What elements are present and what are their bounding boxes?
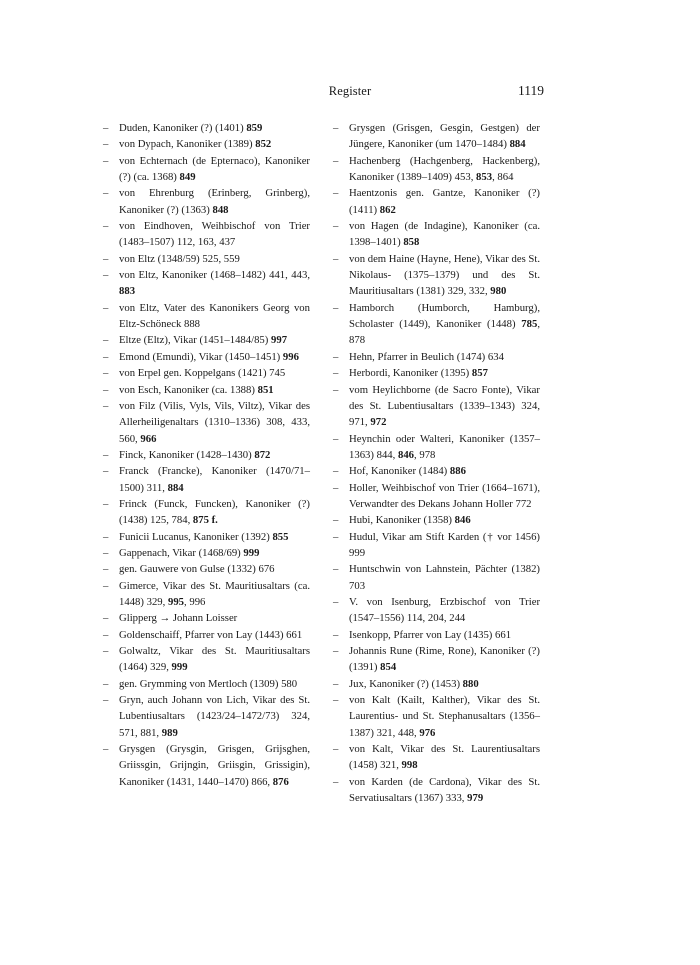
entry-text: gen. Gauwere von Gulse (1332) 676 bbox=[119, 563, 275, 576]
entry-text: von Erpel gen. Koppelgans (1421) 745 bbox=[119, 367, 286, 380]
register-entry bbox=[103, 300, 310, 333]
entry-dash: – bbox=[103, 645, 109, 657]
entry-text: Hachenberg (Hachgenberg, Hackenberg), Kanoniker (1389–1409) 453, bbox=[349, 154, 540, 184]
entry-text: von Kalt, Vikar des St. Laurentiusaltars (1458) 321, bbox=[349, 743, 540, 772]
register-entry bbox=[333, 676, 540, 692]
entry-main-reference: 875 f. bbox=[192, 514, 218, 527]
entry-text: Isenkopp, Pfarrer von Lay (1435) 661 bbox=[349, 628, 512, 641]
entry-dash: – bbox=[333, 383, 339, 396]
register-entry bbox=[333, 741, 540, 774]
left-column bbox=[103, 120, 310, 790]
entry-text: Goldenschaiff, Pfarrer von Lay (1443) 661 bbox=[119, 628, 303, 641]
entry-dash: – bbox=[103, 301, 109, 314]
register-entry bbox=[333, 692, 540, 741]
register-entry bbox=[103, 365, 310, 381]
entry-text: von dem Haine (Hayne, Hene), Vikar des St. Nikolaus- (1375–1379) und des St. Mauritiusaltars (1381) 329, 332, bbox=[349, 252, 540, 298]
entry-main-reference: 886 bbox=[449, 465, 466, 478]
entry-main-reference: 854 bbox=[380, 661, 397, 674]
entry-text: von Eindhoven, Weihbischof von Trier (1483–1507) 112, 163, 437 bbox=[119, 220, 310, 249]
entry-text: Gappenach, Vikar (1468/69) bbox=[119, 546, 241, 559]
entry-text: Hamborch (Humborch, Hamburg), Scholaster (1449), Kanoniker (1448) bbox=[349, 301, 540, 331]
entry-dash: – bbox=[333, 775, 339, 788]
register-entry bbox=[103, 529, 310, 545]
register-entry bbox=[333, 431, 540, 464]
register-entry bbox=[333, 300, 540, 349]
entry-text: Huntschwin von Lahnstein, Pächter (1382) 703 bbox=[349, 563, 540, 592]
entry-dash: – bbox=[333, 677, 339, 690]
entry-text: von Kalt (Kailt, Kalther), Vikar des St. Laurentius- und St. Stephanusaltars (1356–1387) 321, 448, bbox=[349, 694, 540, 739]
entry-dash: – bbox=[333, 595, 339, 608]
register-entry bbox=[103, 382, 310, 398]
entry-text: von Esch, Kanoniker (ca. 1388) bbox=[119, 383, 255, 396]
entry-text: Johannis Rune (Rime, Rone), Kanoniker (?) (1391) bbox=[349, 645, 540, 674]
register-entry bbox=[103, 349, 310, 365]
register-entry bbox=[103, 643, 310, 676]
entry-dash: – bbox=[103, 448, 109, 461]
entry-main-reference: 872 bbox=[254, 448, 271, 461]
entry-main-reference: 852 bbox=[255, 138, 272, 151]
entry-dash: – bbox=[333, 481, 339, 494]
entry-text: Holler, Weihbischof von Trier (1664–1671), Verwandter des Dekans Johann Holler 772 bbox=[349, 481, 540, 510]
entry-dash: – bbox=[103, 350, 109, 363]
entry-dash: – bbox=[103, 628, 109, 641]
entry-text: von Filz (Vilis, Vyls, Vils, Viltz), Vikar des Allerheiligenaltars (1310–1336) 308, 433, 560, bbox=[119, 399, 310, 445]
entry-extra-reference: , 996 bbox=[184, 595, 206, 608]
register-entry bbox=[103, 741, 310, 790]
entry-text: Duden, Kanoniker (?) (1401) bbox=[119, 122, 244, 134]
register-entry bbox=[103, 153, 310, 186]
entry-dash: – bbox=[103, 220, 109, 233]
entry-main-reference: 976 bbox=[419, 726, 436, 739]
entry-text: Eltze (Eltz), Vikar (1451–1484/85) bbox=[119, 334, 269, 347]
entry-text: Hubi, Kanoniker (1358) bbox=[349, 514, 452, 527]
entry-text: von Ehrenburg (Erinberg, Grinberg), Kanoniker (?) (1363) bbox=[119, 187, 310, 216]
entry-dash: – bbox=[333, 187, 339, 200]
entry-dash: – bbox=[103, 269, 109, 282]
entry-dash: – bbox=[103, 252, 109, 265]
entry-dash: – bbox=[333, 432, 339, 445]
register-entry bbox=[333, 561, 540, 594]
entry-main-reference: 999 bbox=[243, 546, 260, 559]
entry-text: Hehn, Pfarrer in Beulich (1474) 634 bbox=[349, 350, 504, 363]
entry-main-reference: 966 bbox=[140, 432, 157, 445]
entry-dash: – bbox=[103, 334, 109, 347]
register-entry bbox=[333, 153, 540, 186]
register-entry bbox=[103, 447, 310, 463]
entry-main-reference: 858 bbox=[403, 236, 420, 249]
entry-extra-reference: , 864 bbox=[492, 171, 514, 184]
entry-main-reference: 997 bbox=[271, 334, 288, 347]
entry-main-reference: 999 bbox=[171, 661, 188, 674]
register-entry bbox=[333, 382, 540, 431]
entry-main-reference: 849 bbox=[179, 171, 196, 184]
entry-dash: – bbox=[103, 367, 109, 380]
register-entry bbox=[333, 251, 540, 300]
entry-main-reference: 859 bbox=[246, 122, 263, 134]
register-entry bbox=[103, 267, 310, 300]
entry-text: Gryn, auch Johann von Lich, Vikar des St. Lubentiusaltars (1423/24–1472/73) 324, 571, 881, bbox=[119, 694, 310, 739]
register-entry bbox=[333, 218, 540, 251]
entry-text: V. von Isenburg, Erzbischof von Trier (1547–1556) 114, 204, 244 bbox=[349, 595, 540, 625]
entry-text: von Eltz (1348/59) 525, 559 bbox=[119, 252, 240, 265]
entry-text: von Dypach, Kanoniker (1389) bbox=[119, 138, 253, 151]
register-entry bbox=[333, 512, 540, 528]
entry-dash: – bbox=[333, 514, 339, 527]
entry-dash: – bbox=[333, 220, 339, 233]
register-entry bbox=[333, 529, 540, 562]
entry-extra-reference: , 878 bbox=[349, 318, 540, 347]
entry-dash: – bbox=[103, 138, 109, 151]
entry-main-reference: 989 bbox=[161, 726, 178, 739]
register-entry bbox=[333, 627, 540, 643]
entry-dash: – bbox=[333, 628, 339, 641]
entry-dash: – bbox=[333, 530, 339, 543]
register-entry bbox=[333, 463, 540, 479]
entry-dash: – bbox=[103, 122, 109, 134]
entry-text: von Echternach (de Epternaco), Kanoniker (?) (ca. 1368) bbox=[119, 154, 310, 184]
register-entry bbox=[333, 185, 540, 218]
register-entry bbox=[333, 365, 540, 381]
register-entry bbox=[103, 496, 310, 529]
entry-text: Frinck (Funck, Funcken), Kanoniker (?) (1438) 125, 784, bbox=[119, 497, 310, 527]
register-entry bbox=[333, 120, 540, 153]
running-title: Register bbox=[328, 84, 372, 98]
entry-dash: – bbox=[333, 465, 339, 478]
register-entry bbox=[333, 774, 540, 807]
entry-text: vom Heylichborne (de Sacro Fonte), Vikar des St. Lubentiusaltars (1339–1343) 324, 971, bbox=[349, 383, 540, 429]
entry-text: Hudul, Vikar am Stift Karden († vor 1456) 999 bbox=[349, 530, 540, 559]
entry-text: Gimerce, Vikar des St. Mauritiusaltars (ca. 1448) 329, bbox=[119, 579, 310, 608]
entry-extra-reference: , 978 bbox=[414, 448, 436, 461]
register-entry bbox=[333, 643, 540, 676]
entry-main-reference: 853 bbox=[476, 171, 493, 184]
entry-dash: – bbox=[103, 497, 109, 510]
entry-main-reference: 884 bbox=[167, 481, 184, 494]
entry-dash: – bbox=[333, 743, 339, 756]
entry-dash: – bbox=[333, 154, 339, 167]
register-entry bbox=[103, 545, 310, 561]
register-entry bbox=[333, 594, 540, 627]
register-entry bbox=[103, 218, 310, 251]
entry-main-reference: 883 bbox=[119, 285, 136, 298]
entry-dash: – bbox=[103, 677, 109, 690]
entry-text: von Eltz, Kanoniker (1468–1482) 441, 443, bbox=[119, 269, 310, 282]
entry-dash: – bbox=[333, 350, 339, 363]
entry-text: Funicii Lucanus, Kanoniker (1392) bbox=[119, 530, 270, 543]
entry-dash: – bbox=[103, 530, 109, 543]
entry-main-reference: 851 bbox=[257, 383, 274, 396]
entry-dash: – bbox=[333, 563, 339, 576]
register-entry bbox=[103, 610, 310, 626]
entry-text: von Hagen (de Indagine), Kanoniker (ca. 1398–1401) bbox=[349, 220, 540, 249]
entry-dash: – bbox=[103, 465, 109, 478]
entry-text: Grysgen (Grysgin, Grisgen, Grijsghen, Griissgin, Grijngin, Griisgin, Grissigin), Kanoniker (1431, 1440–1470) 866, bbox=[119, 743, 310, 788]
entry-dash: – bbox=[103, 743, 109, 756]
entry-text: Golwaltz, Vikar des St. Mauritiusaltars (1464) 329, bbox=[119, 645, 310, 674]
entry-text: Jux, Kanoniker (?) (1453) bbox=[349, 677, 460, 690]
entry-text: Emond (Emundi), Vikar (1450–1451) bbox=[119, 350, 281, 363]
register-entry bbox=[103, 463, 310, 496]
entry-main-reference: 876 bbox=[272, 775, 289, 788]
entry-text: Heynchin oder Walteri, Kanoniker (1357–1363) 844, bbox=[349, 432, 540, 461]
entry-main-reference: 979 bbox=[467, 792, 484, 805]
register-entry bbox=[103, 627, 310, 643]
entry-dash: – bbox=[333, 301, 339, 314]
entry-main-reference: 848 bbox=[212, 203, 229, 216]
entry-dash: – bbox=[103, 399, 109, 412]
entry-dash: – bbox=[333, 645, 339, 657]
entry-main-reference: 862 bbox=[379, 203, 396, 216]
entry-main-reference: 972 bbox=[370, 416, 387, 429]
entry-dash: – bbox=[103, 579, 109, 592]
entry-main-reference: 857 bbox=[471, 367, 488, 380]
entry-dash: – bbox=[333, 367, 339, 380]
entry-dash: – bbox=[333, 694, 339, 707]
entry-dash: – bbox=[103, 154, 109, 167]
entry-main-reference: 846 bbox=[454, 514, 471, 527]
entry-text: Finck, Kanoniker (1428–1430) bbox=[119, 448, 252, 461]
entry-dash: – bbox=[333, 252, 339, 265]
entry-text: Haentzonis gen. Gantze, Kanoniker (?) (1411) bbox=[349, 187, 540, 216]
entry-main-reference: 980 bbox=[490, 285, 507, 298]
entry-dash: – bbox=[103, 694, 109, 707]
register-entry bbox=[103, 185, 310, 218]
entry-text: Grysgen (Grisgen, Gesgin, Gestgen) der Jüngere, Kanoniker (um 1470–1484) bbox=[349, 122, 540, 151]
entry-main-reference: 855 bbox=[272, 530, 289, 543]
entry-text: Franck (Francke), Kanoniker (1470/71–1500) 311, bbox=[119, 465, 310, 494]
entry-main-reference: 785 bbox=[521, 318, 538, 331]
entry-dash: – bbox=[103, 546, 109, 559]
register-entry bbox=[333, 480, 540, 513]
entry-main-reference: 846 bbox=[397, 448, 415, 461]
register-entry bbox=[103, 692, 310, 741]
register-entry bbox=[103, 251, 310, 267]
entry-text: von Karden (de Cardona), Vikar des St. Servatiusaltars (1367) 333, bbox=[349, 775, 540, 805]
entry-dash: – bbox=[103, 563, 109, 576]
page-number: 1119 bbox=[518, 83, 544, 98]
entry-text: Herbordi, Kanoniker (1395) bbox=[349, 367, 470, 380]
register-entry bbox=[333, 349, 540, 365]
entry-dash: – bbox=[103, 612, 109, 625]
entry-main-reference: 884 bbox=[509, 138, 526, 151]
register-entry bbox=[103, 676, 310, 692]
page-header bbox=[0, 84, 700, 104]
register-entry bbox=[103, 120, 310, 136]
entry-text: Glipperg → Johann Loisser bbox=[119, 612, 238, 625]
register-entry bbox=[103, 578, 310, 611]
register-entry bbox=[103, 332, 310, 348]
entry-main-reference: 995 bbox=[167, 595, 185, 608]
entry-dash: – bbox=[103, 383, 109, 396]
right-column bbox=[333, 120, 540, 806]
entry-text: gen. Grymming von Mertloch (1309) 580 bbox=[119, 677, 298, 690]
entry-dash: – bbox=[103, 187, 109, 200]
register-entry bbox=[103, 561, 310, 577]
entry-main-reference: 880 bbox=[462, 677, 479, 690]
entry-main-reference: 998 bbox=[401, 759, 418, 772]
entry-dash: – bbox=[333, 122, 339, 134]
register-entry bbox=[103, 136, 310, 152]
entry-text: von Eltz, Vater des Kanonikers Georg von Eltz-Schöneck 888 bbox=[119, 301, 310, 331]
entry-text: Hof, Kanoniker (1484) bbox=[349, 465, 448, 478]
entry-main-reference: 996 bbox=[282, 350, 299, 363]
register-entry bbox=[103, 398, 310, 447]
